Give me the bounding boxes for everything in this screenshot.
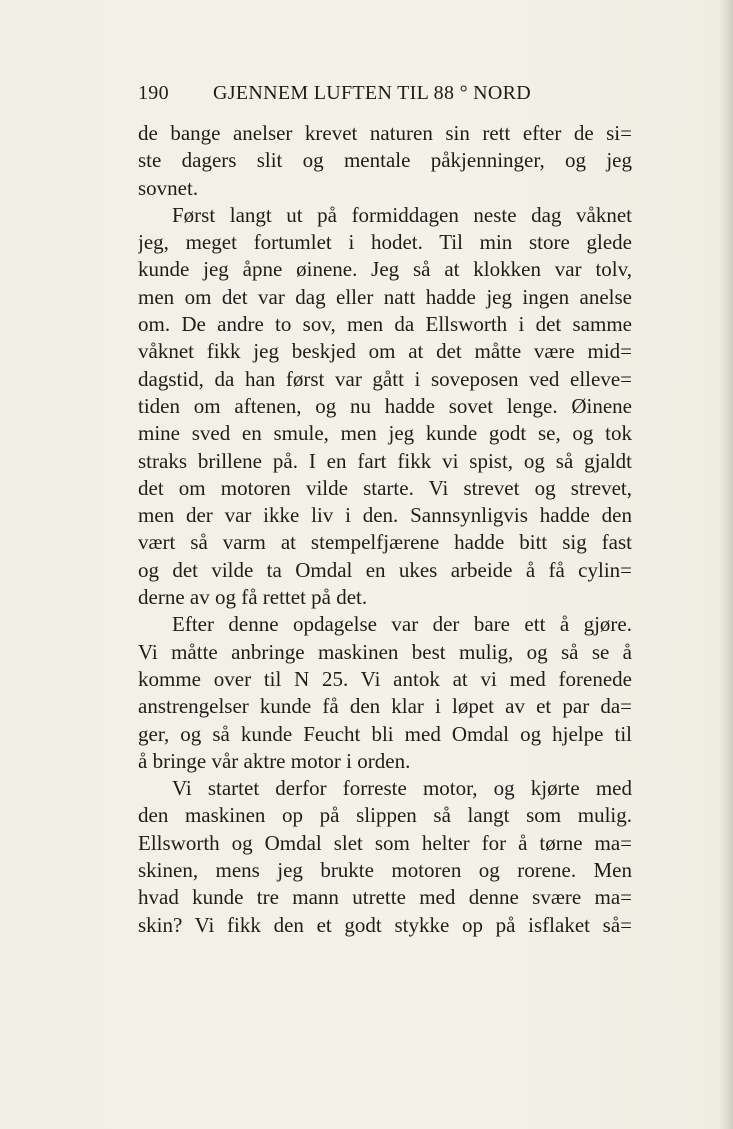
text-line: mine sved en smule, men jeg kunde godt se, og tok <box>138 421 632 446</box>
text-line: ste dagers slit og mentale påkjenninger, og jeg <box>138 148 632 173</box>
text-line: de bange anelser krevet naturen sin rett efter de si= <box>138 121 632 145</box>
text-line: Ellsworth og Omdal slet som helter for å tørne ma= <box>138 830 632 855</box>
text-line: hvad kunde tre mann utrette med denne svære ma= <box>138 885 632 910</box>
text-line: dagstid, da han først var gått i soveposen ved elleve= <box>138 366 632 391</box>
text-line: tiden om aftenen, og nu hadde sovet lenge. Øinene <box>138 393 632 418</box>
text-line: Først langt ut på formiddagen neste dag våknet <box>172 202 632 227</box>
text-line: sovnet. <box>138 175 199 200</box>
text-line: jeg, meget fortumlet i hodet. Til min store glede <box>138 230 632 255</box>
running-header <box>138 82 638 110</box>
running-title: GJENNEM LUFTEN TIL 88 ° NORD <box>213 82 532 104</box>
text-line: derne av og få rettet på det. <box>138 585 368 610</box>
text-line: komme over til N 25. Vi antok at vi med forenede <box>138 666 632 691</box>
text-line: men der var ikke liv i den. Sannsynligvis hadde den <box>138 503 632 528</box>
text-line: den maskinen op på slippen så langt som mulig. <box>138 803 632 828</box>
text-line: og det vilde ta Omdal en ukes arbeide å få cylin= <box>138 557 632 582</box>
text-line: men om det var dag eller natt hadde jeg ingen anelse <box>138 284 632 309</box>
text-line: Efter denne opdagelse var der bare ett å gjøre. <box>172 612 632 637</box>
text-line: ger, og så kunde Feucht bli med Omdal og hjelpe til <box>138 721 632 746</box>
text-line: vært så varm at stempelfjærene hadde bitt sig fast <box>138 530 632 555</box>
text-line: det om motoren vilde starte. Vi strevet og strevet, <box>138 475 632 500</box>
text-line: kunde jeg åpne øinene. Jeg så at klokken var tolv, <box>138 257 632 282</box>
text-line: om. De andre to sov, men da Ellsworth i det samme <box>138 312 632 337</box>
text-line: Vi måtte anbringe maskinen best mulig, og så se å <box>138 639 632 664</box>
text-line: anstrengelser kunde få den klar i løpet av et par da= <box>138 694 632 719</box>
text-line: å bringe vår aktre motor i orden. <box>138 748 411 773</box>
text-line: Vi startet derfor forreste motor, og kjørte med <box>172 776 632 801</box>
text-line: straks brillene på. I en fart fikk vi spist, og så gjaldt <box>138 448 632 473</box>
text-line: skin? Vi fikk den et godt stykke op på isflaket så= <box>138 912 632 937</box>
body-text <box>138 120 632 939</box>
text-line: skinen, mens jeg brukte motoren og rorene. Men <box>138 858 632 883</box>
text-line: våknet fikk jeg beskjed om at det måtte være mid= <box>138 339 632 364</box>
page-number: 190 <box>138 82 169 104</box>
page-edge-shadow <box>719 0 733 1129</box>
